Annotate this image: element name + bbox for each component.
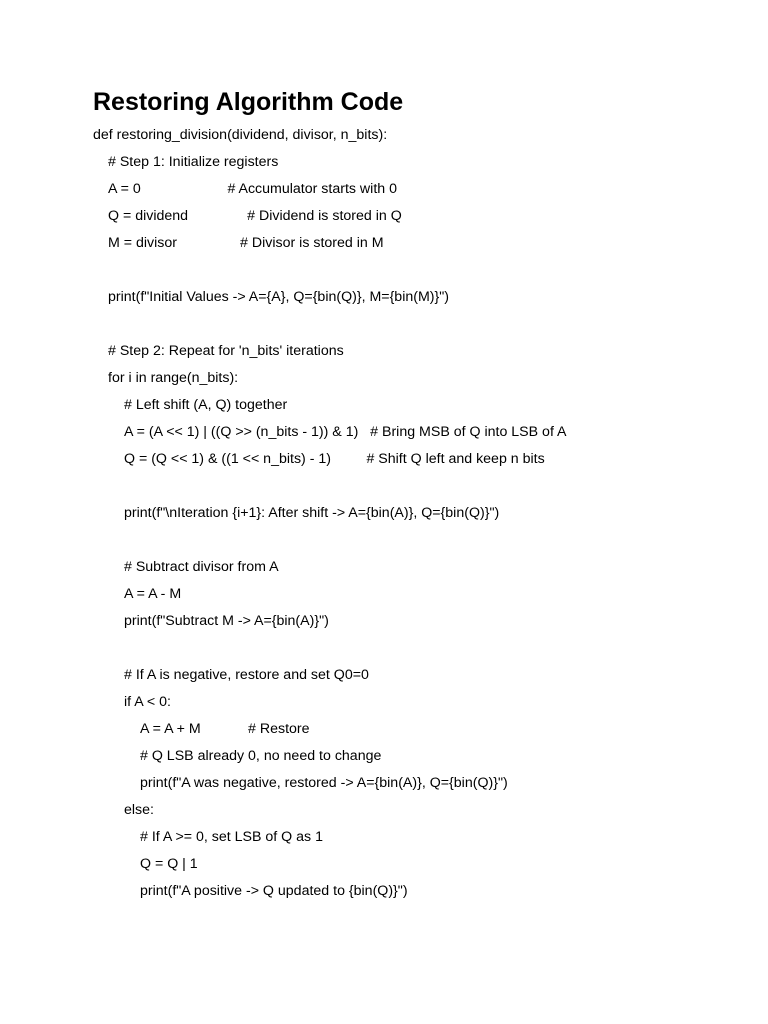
code-line: print(f"Subtract M -> A={bin(A)}") [124, 613, 329, 629]
code-line: def restoring_division(dividend, divisor, n_bits): [93, 127, 388, 143]
code-line: Q = (Q << 1) & ((1 << n_bits) - 1) # Shift Q left and keep n bits [124, 451, 545, 467]
code-line: if A < 0: [124, 694, 171, 710]
code-line: else: [124, 802, 154, 818]
code-line: # Step 1: Initialize registers [108, 154, 279, 170]
code-line: print(f"A was negative, restored -> A={bin(A)}, Q={bin(Q)}") [140, 775, 508, 791]
code-line: A = A - M [124, 586, 182, 602]
code-line: A = A + M # Restore [140, 721, 310, 737]
code-line: A = 0 # Accumulator starts with 0 [108, 181, 397, 197]
code-line: # If A >= 0, set LSB of Q as 1 [140, 829, 323, 845]
code-line: # Q LSB already 0, no need to change [140, 748, 382, 764]
code-line: # If A is negative, restore and set Q0=0 [124, 667, 369, 683]
code-line: Q = dividend # Dividend is stored in Q [108, 208, 402, 224]
code-line: print(f"A positive -> Q updated to {bin(Q)}") [140, 883, 408, 899]
code-line: # Left shift (A, Q) together [124, 397, 288, 413]
page-title: Restoring Algorithm Code [93, 88, 404, 116]
code-line: Q = Q | 1 [140, 856, 198, 872]
code-line: M = divisor # Divisor is stored in M [108, 235, 384, 251]
code-line: print(f"\nIteration {i+1}: After shift -> A={bin(A)}, Q={bin(Q)}") [124, 505, 500, 521]
code-line: for i in range(n_bits): [108, 370, 239, 386]
code-line: # Step 2: Repeat for 'n_bits' iterations [108, 343, 344, 359]
code-line: print(f"Initial Values -> A={A}, Q={bin(Q)}, M={bin(M)}") [108, 289, 450, 305]
code-line: A = (A << 1) | ((Q >> (n_bits - 1)) & 1) # Bring MSB of Q into LSB of A [124, 424, 567, 440]
code-line: # Subtract divisor from A [124, 559, 279, 575]
